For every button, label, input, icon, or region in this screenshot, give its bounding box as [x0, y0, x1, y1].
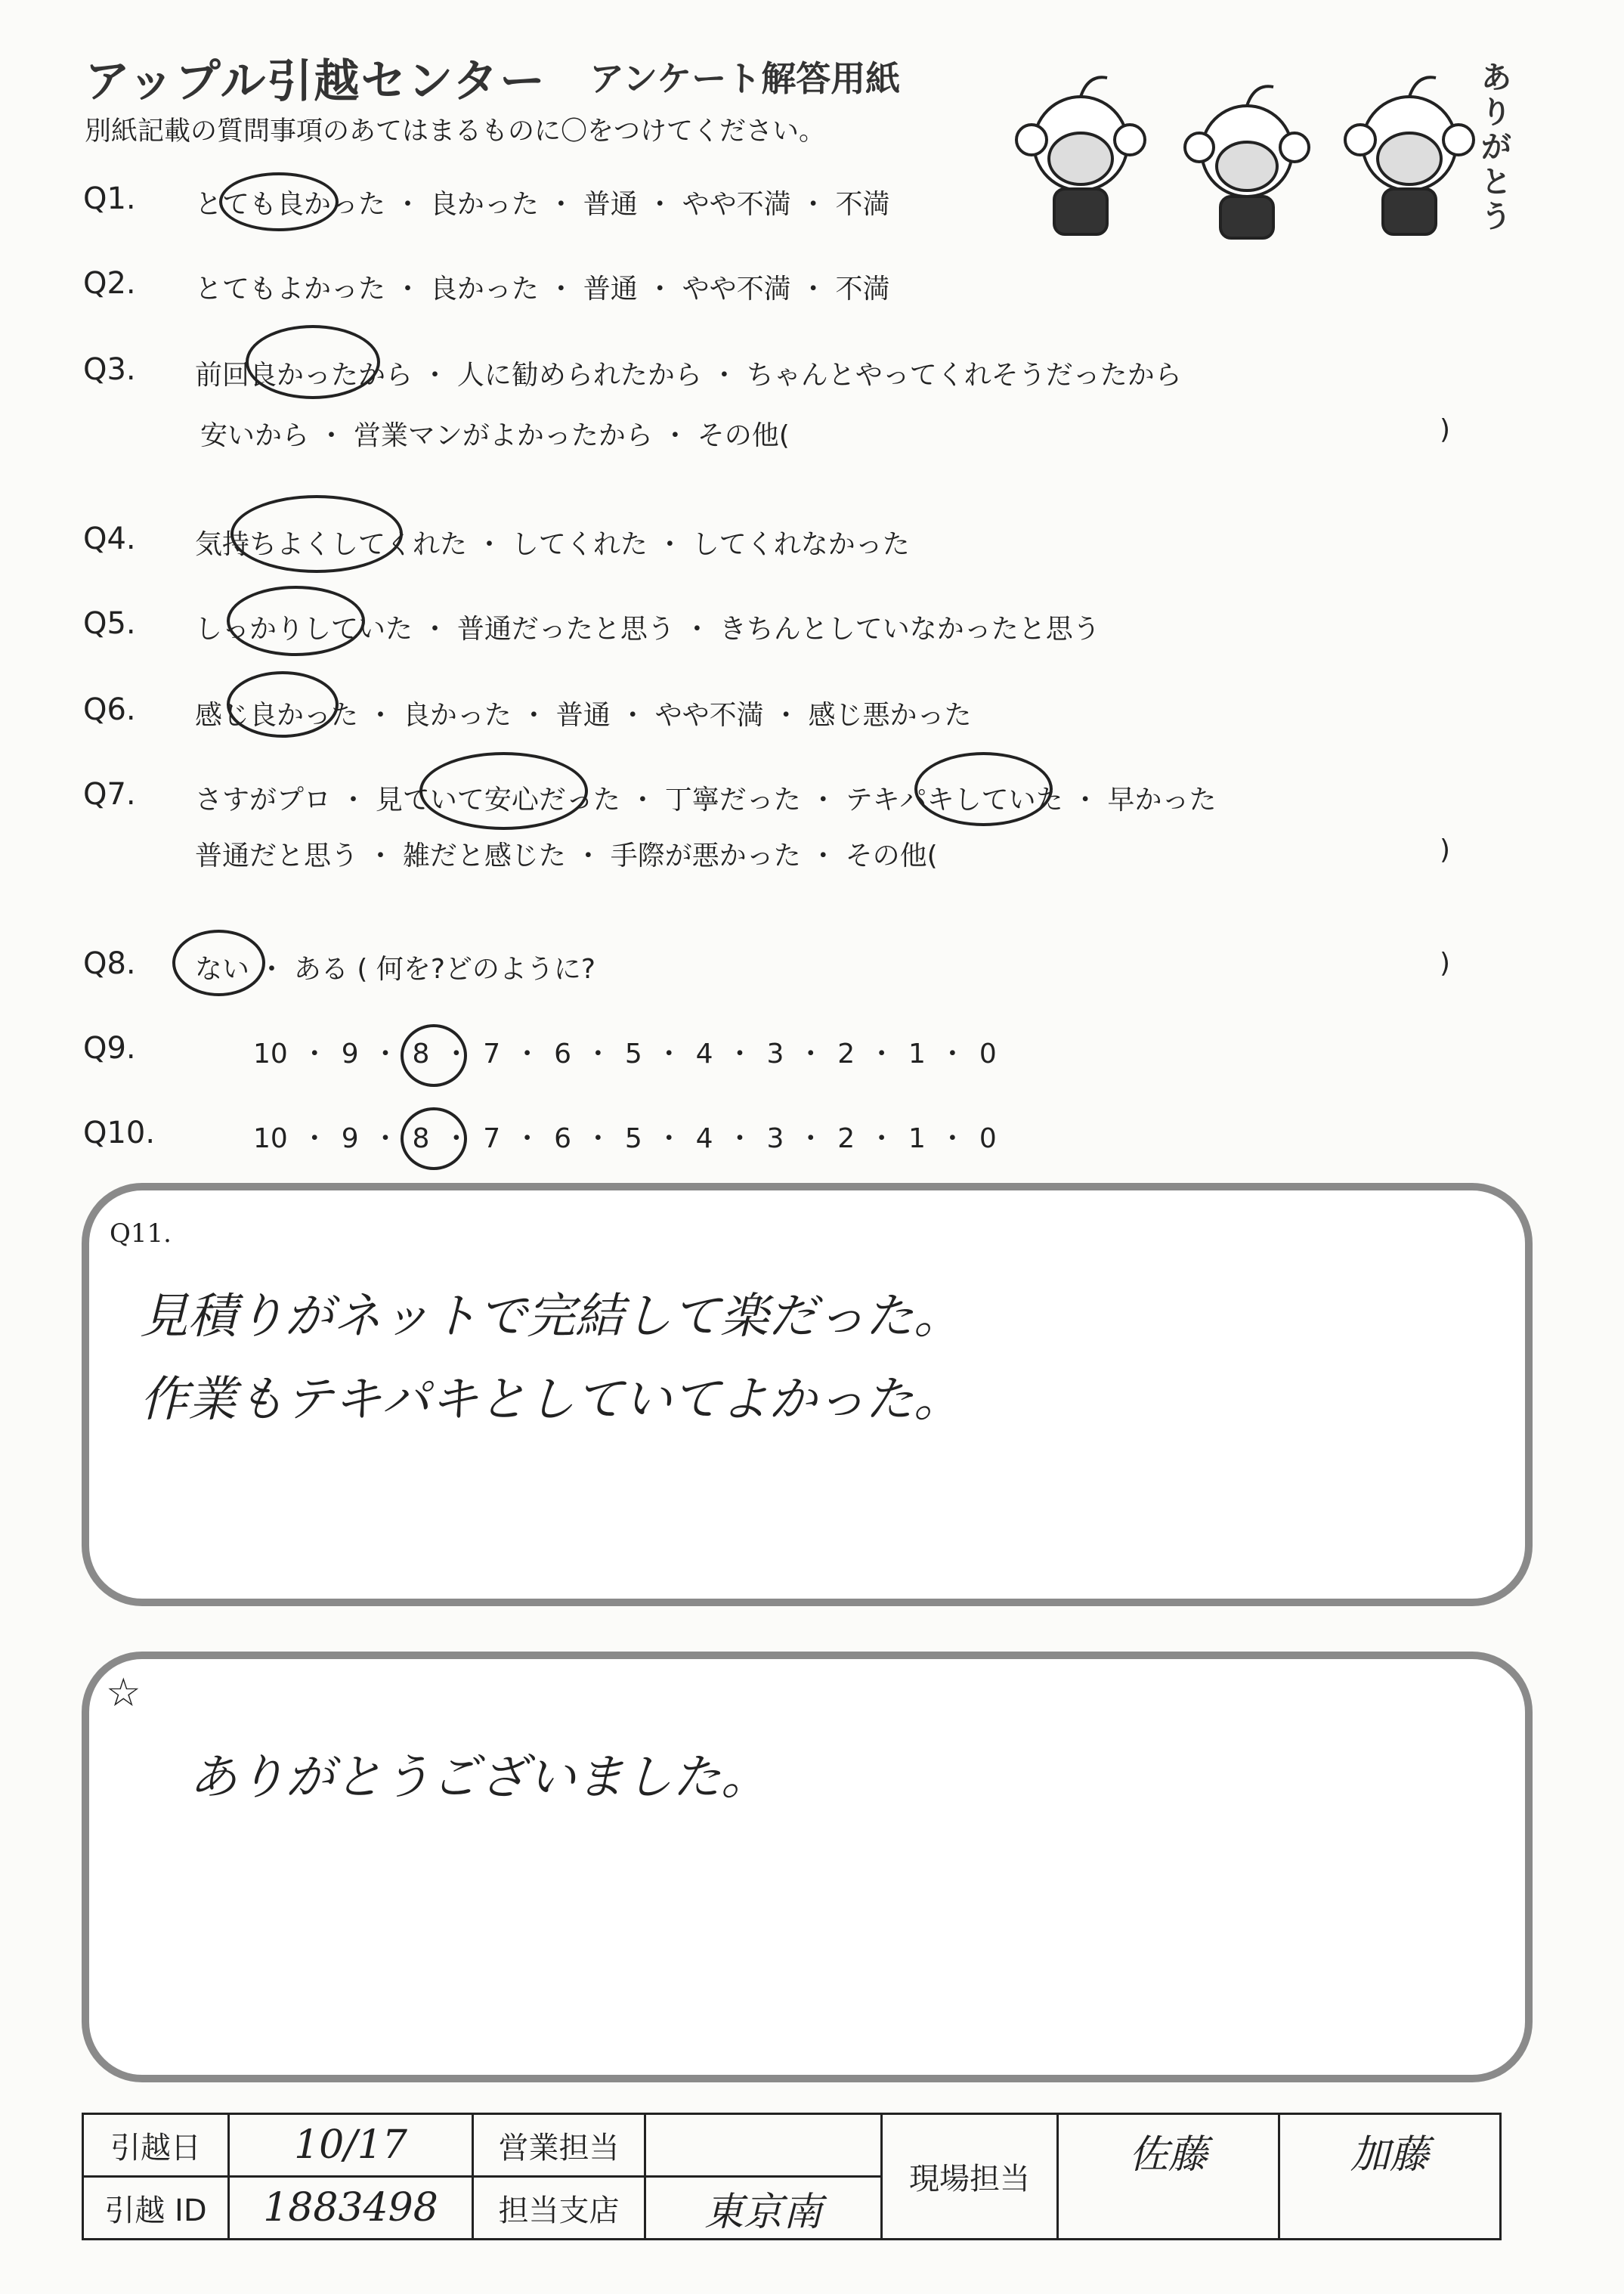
form-subtitle: アンケート解答用紙	[589, 58, 901, 99]
question-options: ない ・ ある ( 何を?どのように?	[195, 954, 596, 985]
site-staff-1: 佐藤	[1058, 2114, 1279, 2240]
instruction-text: 別紙記載の質問事項のあてはまるものに〇をつけてください。	[85, 116, 826, 147]
answer-circle	[172, 930, 265, 996]
move-date-label: 引越日	[83, 2114, 229, 2177]
question-label: Q2.	[83, 266, 136, 301]
move-id-value: 1883498	[229, 2177, 473, 2240]
question-options: 安いから ・ 営業マンがよかったから ・ その他(	[200, 420, 790, 451]
rating-scale: 10 ・ 9 ・ 8 ・ 7 ・ 6 ・ 5 ・ 4 ・ 3 ・ 2 ・ 1 ・ 0	[253, 1123, 997, 1154]
rating-scale: 10 ・ 9 ・ 8 ・ 7 ・ 6 ・ 5 ・ 4 ・ 3 ・ 2 ・ 1 ・ 0	[253, 1039, 997, 1070]
mascot-icon	[1185, 86, 1309, 238]
mascot-text: ありがとう	[1481, 60, 1511, 234]
question-label: Q8.	[83, 946, 136, 981]
mascot-illustration	[990, 45, 1519, 249]
question-options: とてもよかった ・ 良かった ・ 普通 ・ やや不満 ・ 不満	[195, 274, 890, 305]
question-label: Q9.	[83, 1031, 136, 1066]
question-options: 普通だと思う ・ 雑だと感じた ・ 手際が悪かった ・ その他(	[195, 841, 938, 871]
answer-circle	[230, 495, 403, 573]
mascot-icon	[1016, 77, 1145, 234]
question-label: Q3.	[83, 352, 136, 387]
answer-circle	[227, 671, 339, 738]
question-label: Q10.	[83, 1116, 156, 1150]
sales-value	[645, 2114, 882, 2177]
answer-circle	[219, 172, 339, 231]
answer-circle	[419, 752, 588, 830]
branch-label: 担当支店	[473, 2177, 645, 2240]
question-options: とても良かった ・ 良かった ・ 普通 ・ やや不満 ・ 不満	[195, 189, 890, 220]
star-icon: ☆	[106, 1670, 141, 1716]
branch-value: 東京南	[645, 2177, 882, 2240]
question-label: Q6.	[83, 692, 136, 727]
question-label: Q4.	[83, 522, 136, 556]
answer-circle	[914, 752, 1053, 826]
answer-circle	[227, 586, 365, 656]
move-info-table	[82, 2113, 1502, 2240]
form-title: アップル引越センター	[85, 55, 546, 108]
move-id-label: 引越 ID	[83, 2177, 229, 2240]
answer-circle	[401, 1024, 467, 1087]
question-options: 前回良かったから ・ 人に勧められたから ・ ちゃんとやってくれそうだったから	[195, 360, 1182, 391]
thank-you-message: ありがとうございました。	[189, 1750, 769, 1806]
question-label: Q1.	[83, 181, 136, 216]
q11-answer-line-2: 作業もテキパキとしていてよかった。	[140, 1372, 962, 1428]
question-options: しっかりしていた ・ 普通だったと思う ・ きちんとしていなかったと思う	[195, 614, 1100, 645]
close-paren: )	[1440, 414, 1451, 445]
close-paren: )	[1440, 948, 1451, 979]
q11-label: Q11.	[110, 1218, 172, 1249]
move-date-value: 10/17	[229, 2114, 473, 2177]
q11-answer-line-1: 見積りがネットで完結して楽だった。	[140, 1289, 962, 1345]
question-options: さすがプロ ・ 見ていて安心だった ・ 丁寧だった ・ テキパキしていた ・ 早かった	[195, 785, 1217, 816]
sales-label: 営業担当	[473, 2114, 645, 2177]
close-paren: )	[1440, 834, 1451, 865]
message-box	[82, 1652, 1533, 2082]
mascot-icon	[1345, 77, 1474, 234]
question-options: 気持ちよくしてくれた ・ してくれた ・ してくれなかった	[195, 529, 910, 560]
question-label: Q5.	[83, 606, 136, 641]
answer-circle	[246, 325, 380, 399]
question-options: 感じ良かった ・ 良かった ・ 普通 ・ やや不満 ・ 感じ悪かった	[195, 700, 972, 731]
site-staff-2: 加藤	[1279, 2114, 1501, 2240]
site-staff-label: 現場担当	[882, 2114, 1058, 2240]
answer-circle	[401, 1107, 467, 1170]
question-label: Q7.	[83, 777, 136, 812]
